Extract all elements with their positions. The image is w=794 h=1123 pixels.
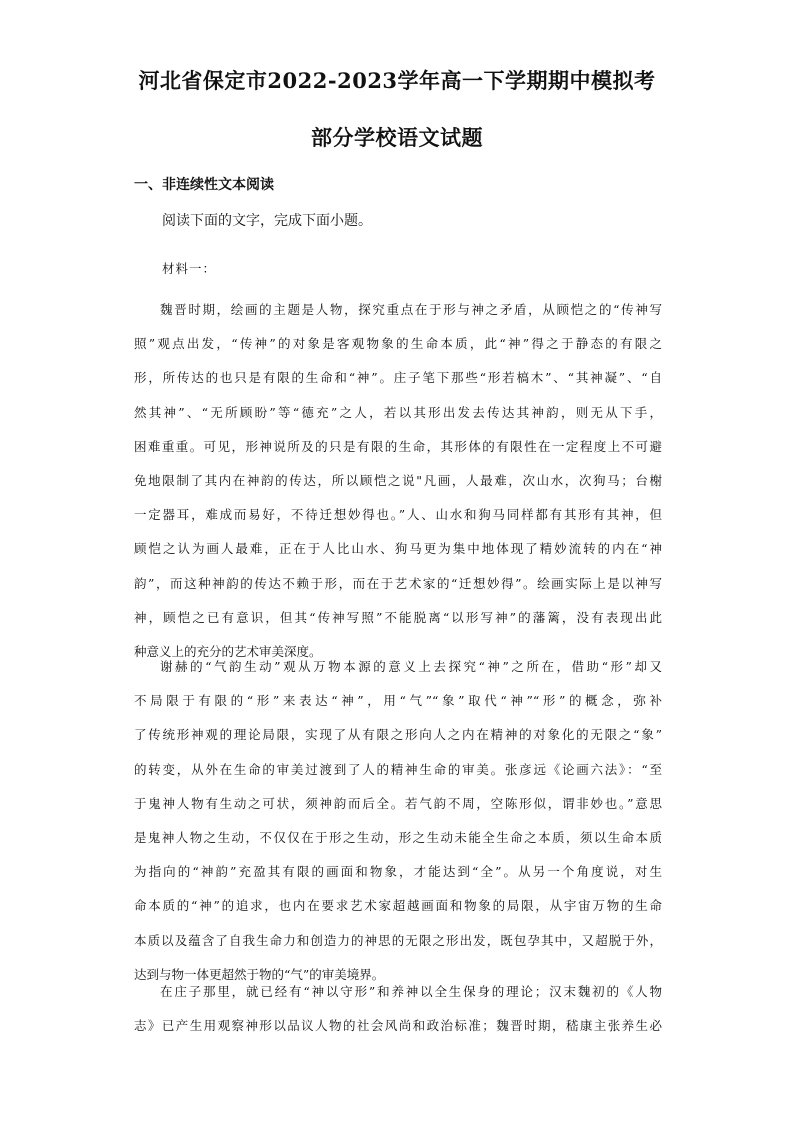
paragraph-line: 于鬼神人物有生动之可状，须神韵而后全。若气韵不周，空陈形似，谓非妙也。”意思 [134,795,662,811]
paragraph-line: 照”观点出发，“传神”的对象是客观物象的生命本质，此“神”得之于静态的有限之 [134,336,662,352]
paragraph-line: 一定器耳，难成而易好，不待迁想妙得也。”人、山水和狗马同样都有其形有其神，但 [134,507,662,523]
paragraph-line: 在庄子那里，就已经有“神以守形”和养神以全生保身的理论；汉末魏初的《人物 [160,984,662,999]
paragraph-line: 谢赫的“气韵生动”观从万物本源的意义上去探究“神”之所在，借助“形”却又 [160,659,662,674]
paragraph-line: 了传统形神观的理论局限，实现了从有限之形向人之内在精神的对象化的无限之“象” [134,727,662,743]
paragraph-line: 形，所传达的也只是有限的生命和“神”。庄子笔下那些“形若槁木”、“其神凝”、“自 [134,370,662,386]
paragraph-1 [134,300,662,676]
paragraph-3 [134,982,662,1050]
section-heading: 一、非连续性文本阅读 [134,177,274,193]
material-label: 材料一： [162,261,217,276]
paragraph-line: 命本质的“神”的追求，也内在要求艺术家超越画面和物象的局限，从宇宙万物的生命 [134,898,662,914]
paragraph-line: 顾恺之认为画人最难，正在于人比山水、狗马更为集中地体现了精妙流转的内在“神 [134,541,662,557]
paragraph-line: 困难重重。可见，形神说所及的只是有限的生命，其形体的有限性在一定程度上不可避 [134,438,662,454]
paragraph-line: 的转变，从外在生命的审美过渡到了人的精神生命的审美。张彦远《论画六法》：“至 [134,761,662,777]
reading-instruction: 阅读下面的文字，完成下面小题。 [162,213,372,229]
paragraph-line: 为指向的“神韵”充盈其有限的画面和物象，才能达到“全”。从另一个角度说，对生 [134,864,662,880]
paragraph-line: 种意义上的充分的艺术审美深度。 [134,643,322,659]
paragraph-line: 魏晋时期，绘画的主题是人物，探究重点在于形与神之矛盾，从顾恺之的“传神写 [160,302,662,317]
paragraph-line: 不局限于有限的“形”来表达“神”，用“气”“象”取代“神”“形”的概念，弥补 [134,693,662,709]
paragraph-line: 达到与物一体更超然于物的“气”的审美境界。 [134,966,385,982]
paragraph-line: 神，顾恺之已有意识，但其“传神写照”不能脱离“以形写神”的藩篱，没有表现出此 [134,609,662,625]
paragraph-2 [134,657,662,999]
paragraph-line: 本质以及蕴含了自我生命力和创造力的神思的无限之形出发，既包孕其中，又超脱于外， [134,932,662,948]
paragraph-line: 免地限制了其内在神韵的传达，所以顾恺之说"凡画，人最难，次山水，次狗马；台榭 [134,472,662,488]
paragraph-line: 韵”，而这种神韵的传达不赖于形，而在于艺术家的“迁想妙得”。绘画实际上是以神写 [134,575,662,591]
paragraph-line: 是鬼神人物之生动，不仅仅在于形之生动，形之生动未能全生命之本质，须以生命本质 [134,829,662,845]
paragraph-line: 然其神”、“无所顾盼”等“德充”之人，若以其形出发去传达其神韵，则无从下手， [134,404,662,420]
paragraph-line: 志》已产生用观察神形以品议人物的社会风尚和政治标准；魏晋时期，嵇康主张养生必 [134,1018,662,1034]
document-title-line-1: 河北省保定市2022-2023学年高一下学期期中模拟考 [138,68,656,93]
document-title-line-2: 部分学校语文试题 [311,125,483,150]
